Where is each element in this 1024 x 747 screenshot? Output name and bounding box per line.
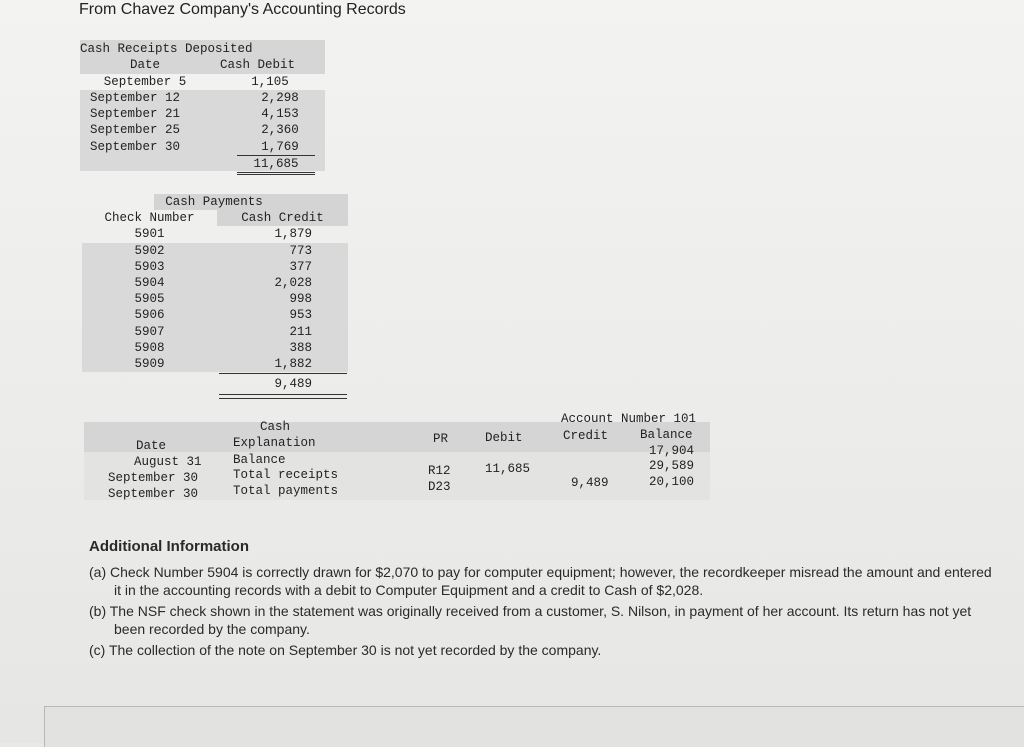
document-title: From Chavez Company's Accounting Records <box>79 1 406 18</box>
ledger-col-explanation: Explanation <box>233 436 316 450</box>
additional-item-b: (b) The NSF check shown in the statement was originally received from a customer, S. Nilson, in payment of her account. Its return has not yet been recorded by the company. <box>89 603 972 637</box>
receipt-date: September 30 <box>90 139 181 154</box>
table-row <box>80 74 325 90</box>
ledger-row-pr: D23 <box>428 480 451 494</box>
payment-check: 5909 <box>134 356 165 371</box>
table-row <box>82 259 348 275</box>
ledger-row-balance: 29,589 <box>649 459 695 473</box>
table-row <box>82 275 348 291</box>
payment-check: 5906 <box>134 308 165 323</box>
ledger-row-credit: 9,489 <box>571 476 609 490</box>
table-row-total <box>82 376 348 392</box>
payment-check: 5905 <box>134 292 165 307</box>
payments-subtotal-rule <box>219 373 347 374</box>
table-row <box>82 340 348 356</box>
payment-amount: 1,879 <box>274 227 312 242</box>
ledger-row-balance: 20,100 <box>649 475 695 489</box>
receipt-amount: 4,153 <box>261 107 299 122</box>
payments-total: 9,489 <box>274 377 312 392</box>
receipt-date: September 5 <box>103 74 187 89</box>
ledger-row-explanation: Balance <box>233 453 286 467</box>
ledger-row-date: August 31 <box>134 455 202 469</box>
table-row <box>80 122 325 138</box>
ledger-col-pr: PR <box>433 432 449 446</box>
page-bottom-edge <box>44 706 1024 747</box>
ledger-row-debit: 11,685 <box>485 462 531 476</box>
payment-check: 5907 <box>134 324 165 339</box>
receipts-col-date: Date <box>129 58 160 73</box>
table-row <box>82 356 348 372</box>
table-row <box>80 139 325 155</box>
receipts-total: 11,685 <box>237 155 315 175</box>
payment-amount: 998 <box>289 292 312 307</box>
table-row <box>82 291 348 307</box>
ledger-col-credit: Credit <box>563 429 609 443</box>
cash-receipts-heading: Cash Receipts Deposited <box>80 42 253 56</box>
payments-col-headers <box>82 210 348 226</box>
cash-payments-header <box>154 194 348 210</box>
ledger-row-explanation: Total receipts <box>233 468 339 482</box>
payment-check: 5903 <box>134 259 165 274</box>
payment-amount: 1,882 <box>274 356 312 371</box>
receipt-date: September 25 <box>90 123 181 138</box>
payments-col-check: Check Number <box>104 211 195 226</box>
payments-total-rule <box>219 394 347 399</box>
ledger-row-explanation: Total payments <box>233 484 339 498</box>
ledger-col-balance: Balance <box>640 428 693 442</box>
ledger-row-balance: 17,904 <box>649 444 695 458</box>
receipt-amount: 2,298 <box>261 90 299 105</box>
ledger-row-pr: R12 <box>428 464 451 478</box>
receipts-col-amount: Cash Debit <box>219 58 295 73</box>
payment-amount: 2,028 <box>274 275 312 290</box>
table-row <box>82 243 348 259</box>
additional-item-a: (a) Check Number 5904 is correctly drawn for $2,070 to pay for computer equipment; however, the recordkeeper misread the amount and entered it in the accounting records with a debit to Computer Equipment and a credit to Cash of $2,028. <box>89 564 992 598</box>
payment-check: 5902 <box>134 243 165 258</box>
cash-receipts-table <box>80 40 325 171</box>
payments-col-amount: Cash Credit <box>217 210 348 226</box>
table-row <box>80 106 325 122</box>
ledger-account-number: Account Number 101 <box>561 412 697 426</box>
receipt-amount: 2,360 <box>261 123 299 138</box>
receipt-date: September 21 <box>90 107 181 122</box>
ledger-col-date: Date <box>136 439 167 453</box>
cash-payments-heading: Cash Payments <box>165 195 263 209</box>
payment-check: 5904 <box>134 275 165 290</box>
payment-amount: 388 <box>289 340 312 355</box>
payment-amount: 211 <box>289 324 312 339</box>
cash-receipts-header <box>80 40 325 74</box>
receipt-date: September 12 <box>90 90 181 105</box>
ledger-account-name: Cash <box>260 420 291 434</box>
additional-information-heading: Additional Information <box>89 538 249 555</box>
payment-amount: 377 <box>289 259 312 274</box>
receipt-amount: 1,769 <box>245 139 315 156</box>
table-row-total <box>80 155 325 171</box>
table-row <box>82 307 348 323</box>
ledger-col-debit: Debit <box>485 431 523 445</box>
table-row <box>82 324 348 340</box>
table-row <box>82 226 348 242</box>
additional-item-c: (c) The collection of the note on September 30 is not yet recorded by the company. <box>89 642 602 658</box>
payment-check: 5901 <box>134 227 165 242</box>
cash-ledger-account <box>84 412 710 507</box>
payment-amount: 953 <box>289 308 312 323</box>
payment-check: 5908 <box>134 340 165 355</box>
cash-payments-table <box>82 194 348 392</box>
ledger-row-date: September 30 <box>108 471 199 485</box>
table-row <box>80 90 325 106</box>
payment-amount: 773 <box>289 243 312 258</box>
additional-information <box>89 538 999 662</box>
ledger-row-date: September 30 <box>108 487 199 501</box>
receipt-amount: 1,105 <box>251 74 289 89</box>
